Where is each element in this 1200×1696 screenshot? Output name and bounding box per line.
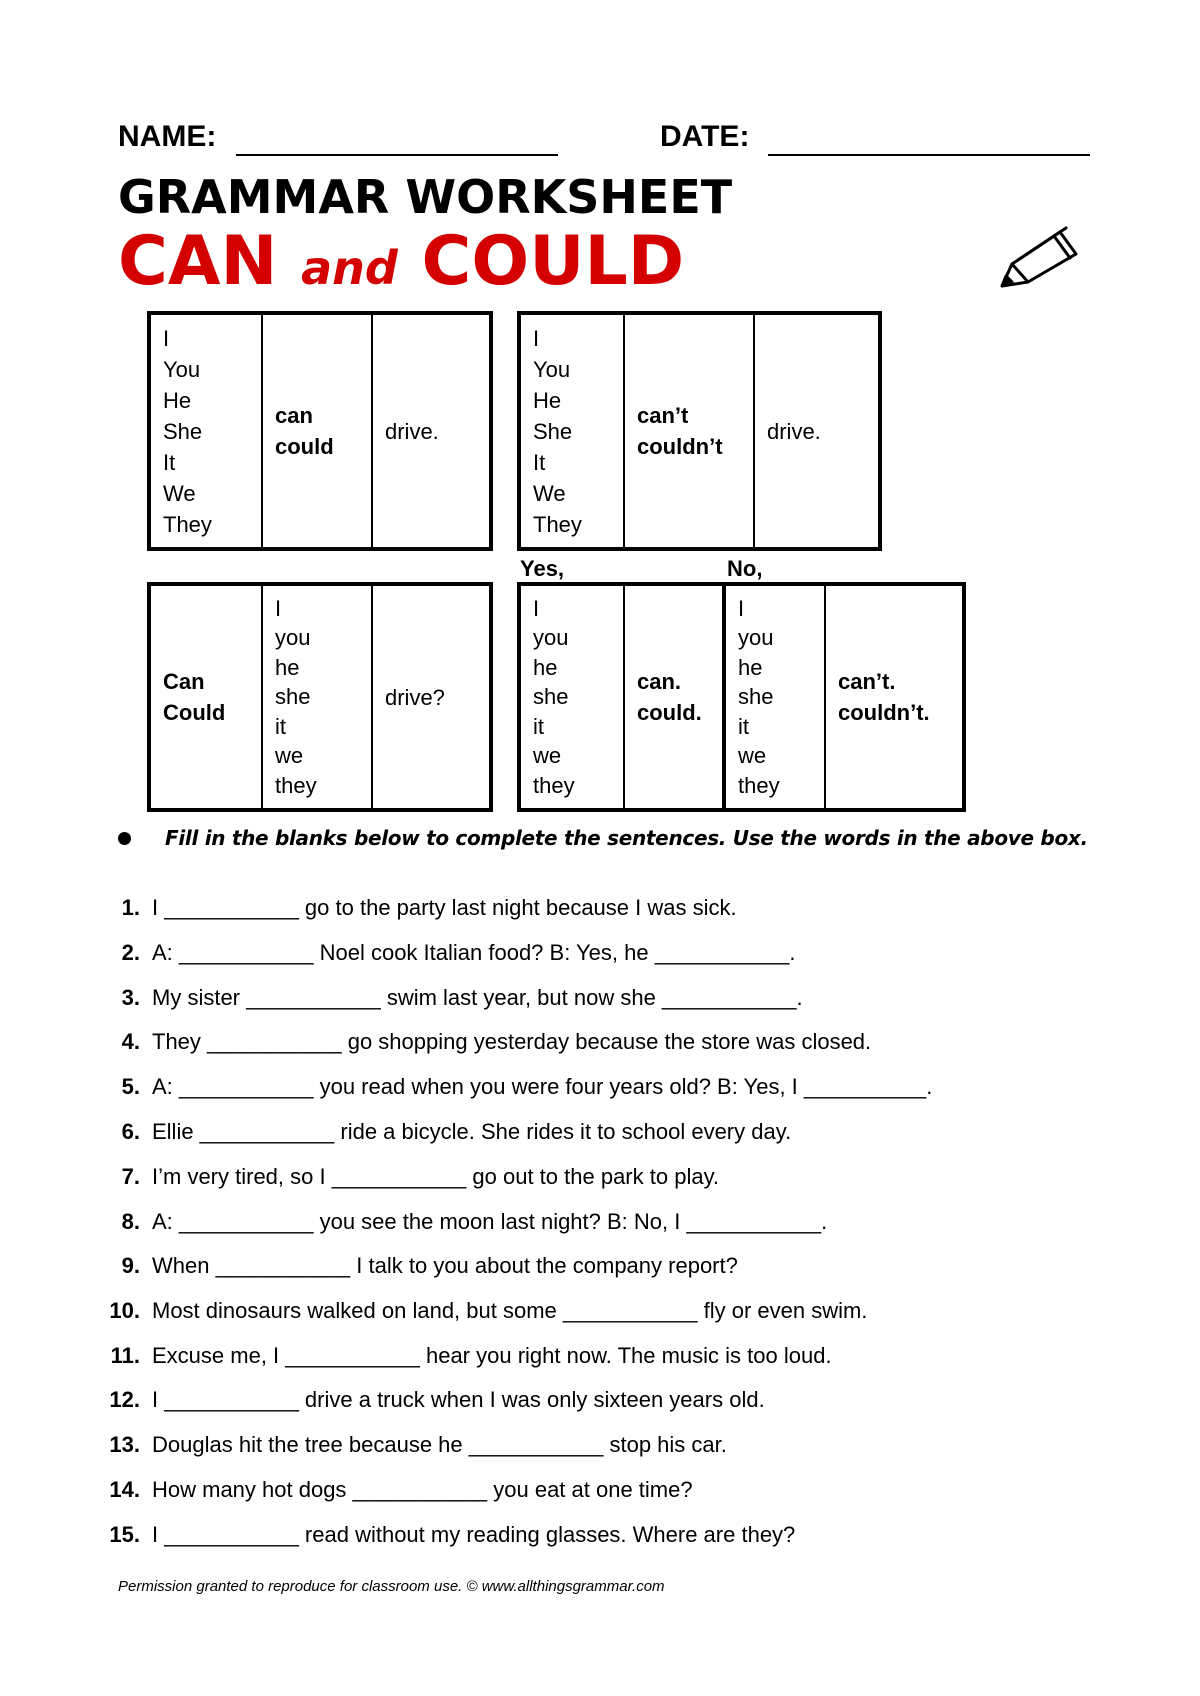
subject: she [533, 684, 569, 710]
exercise-number: 9. [121, 1253, 140, 1278]
exercise-item [0, 1112, 1200, 1152]
subject: we [738, 743, 767, 769]
subject: They [533, 511, 582, 537]
modal: could. [637, 700, 702, 725]
subject: we [533, 743, 562, 769]
exercise-number: 11. [110, 1343, 140, 1368]
name-field[interactable] [236, 154, 558, 156]
exercise-text[interactable]: How many hot dogs ___________ you eat at one time? [152, 1477, 693, 1502]
question-modals [151, 586, 263, 808]
subject: You [533, 356, 571, 382]
exercise-number: 12. [109, 1387, 140, 1412]
subject: We [163, 480, 196, 506]
exercise-item [0, 888, 1200, 928]
exercise-item [0, 1291, 1200, 1331]
modal: Can [163, 669, 205, 694]
subject: she [275, 684, 311, 710]
affirmative-modals [263, 315, 373, 547]
date-field[interactable] [768, 154, 1090, 156]
exercise-item [0, 1022, 1200, 1062]
subtitle-could: COULD [397, 222, 685, 301]
exercise-item [0, 1157, 1200, 1197]
page-title: GRAMMAR WORKSHEET [118, 170, 733, 224]
negative-verb [755, 315, 878, 547]
subject: she [738, 684, 774, 710]
no-modals [826, 586, 962, 808]
question-box [147, 582, 493, 812]
exercise-text[interactable]: When ___________ I talk to you about the company report? [152, 1253, 738, 1278]
subject: it [533, 713, 544, 739]
yes-label: Yes, [520, 556, 565, 581]
negative-modals [625, 315, 755, 547]
yes-modals [625, 586, 726, 808]
subject: I [275, 595, 282, 621]
subject: they [738, 772, 780, 798]
modal: can [275, 403, 313, 428]
affirmative-subjects [151, 315, 263, 547]
exercise-text[interactable]: I ___________ read without my reading glasses. Where are they? [152, 1522, 796, 1547]
question-subjects [263, 586, 373, 808]
exercise-number: 8. [121, 1209, 140, 1234]
affirmative-box [147, 311, 493, 551]
exercise-text[interactable]: A: ___________ you read when you were four years old? B: Yes, I __________. [152, 1074, 933, 1099]
exercise-item [0, 1067, 1200, 1107]
subtitle-and: and [301, 241, 398, 295]
subject: He [163, 387, 192, 413]
modal: couldn’t [637, 434, 723, 459]
exercise-item [0, 1425, 1200, 1465]
yes-subjects [521, 586, 625, 808]
no-label: No, [727, 556, 763, 581]
exercise-text[interactable]: They ___________ go shopping yesterday because the store was closed. [152, 1029, 872, 1054]
modal: can’t [637, 403, 689, 428]
no-subjects [726, 586, 826, 808]
exercise-item [0, 1515, 1200, 1555]
subject: I [163, 325, 170, 351]
subject: I [533, 595, 540, 621]
footer-permission: Permission granted to reproduce for classroom use. © www.allthingsgrammar.com [118, 1578, 665, 1595]
exercise-number: 2. [121, 940, 140, 965]
exercise-text[interactable]: I ___________ go to the party last night because I was sick. [152, 895, 737, 920]
modal: could [275, 434, 334, 459]
exercise-text[interactable]: I ___________ drive a truck when I was only sixteen years old. [152, 1387, 765, 1412]
exercise-text[interactable]: Ellie ___________ ride a bicycle. She rides it to school every day. [152, 1119, 792, 1144]
date-label: DATE: [660, 120, 750, 153]
subject: He [533, 387, 562, 413]
subject: She [163, 418, 203, 444]
exercise-item [0, 1246, 1200, 1286]
short-answers-box [517, 582, 966, 812]
exercise-item [0, 978, 1200, 1018]
exercise-text[interactable]: Excuse me, I ___________ hear you right now. The music is too loud. [152, 1343, 832, 1368]
exercise-item [0, 1380, 1200, 1420]
exercise-number: 14. [109, 1477, 140, 1502]
modal: couldn’t. [838, 700, 930, 725]
verb: drive. [385, 418, 439, 444]
exercise-text[interactable]: A: ___________ Noel cook Italian food? B: Yes, he ___________. [152, 940, 796, 965]
verb: drive. [767, 418, 821, 444]
exercise-text[interactable]: Douglas hit the tree because he ___________ stop his car. [152, 1432, 727, 1457]
modal: can’t. [838, 669, 896, 694]
exercise-item [0, 933, 1200, 973]
subject: I [533, 325, 540, 351]
subject: We [533, 480, 566, 506]
subject: I [738, 595, 745, 621]
exercise-number: 3. [121, 985, 140, 1010]
exercise-number: 10. [109, 1298, 140, 1323]
exercise-number: 4. [121, 1029, 140, 1054]
verb: drive? [385, 684, 445, 710]
subject: She [533, 418, 573, 444]
subject: he [738, 654, 763, 680]
subject: You [163, 356, 201, 382]
exercise-text[interactable]: A: ___________ you see the moon last night? B: No, I ___________. [152, 1209, 828, 1234]
subject: they [275, 772, 317, 798]
subject: it [738, 713, 749, 739]
subject: he [275, 654, 300, 680]
name-label: NAME: [118, 120, 217, 153]
exercise-item [0, 1202, 1200, 1242]
subject: you [533, 625, 569, 651]
subject: It [163, 449, 176, 475]
exercise-number: 15. [109, 1522, 140, 1547]
question-verb [373, 586, 489, 808]
modal: Could [163, 700, 226, 725]
exercise-item [0, 1336, 1200, 1376]
affirmative-verb [373, 315, 489, 547]
subject: he [533, 654, 558, 680]
bullet-icon [118, 832, 131, 845]
subtitle-can: CAN [118, 222, 302, 301]
subject: we [275, 743, 304, 769]
negative-subjects [521, 315, 625, 547]
page-subtitle [118, 222, 684, 301]
subject: They [163, 511, 212, 537]
negative-box [517, 311, 882, 551]
subject: you [738, 625, 774, 651]
subject: it [275, 713, 286, 739]
exercise-text[interactable]: My sister ___________ swim last year, but now she ___________. [152, 985, 803, 1010]
exercise-text[interactable]: Most dinosaurs walked on land, but some ___________ fly or even swim. [152, 1298, 868, 1323]
exercise-number: 7. [121, 1164, 140, 1189]
exercise-number: 13. [109, 1432, 140, 1457]
exercise-number: 5. [121, 1074, 140, 1099]
subject: you [275, 625, 311, 651]
exercise-item [0, 1470, 1200, 1510]
modal: can. [637, 669, 682, 694]
exercise-text[interactable]: I’m very tired, so I ___________ go out to the park to play. [152, 1164, 720, 1189]
subject: they [533, 772, 575, 798]
instruction-text: Fill in the blanks below to complete the sentences. Use the words in the above box. [165, 826, 1088, 850]
subject: It [533, 449, 546, 475]
pencil-icon [998, 224, 1082, 292]
exercise-number: 6. [121, 1119, 140, 1144]
exercise-number: 1. [121, 895, 140, 920]
